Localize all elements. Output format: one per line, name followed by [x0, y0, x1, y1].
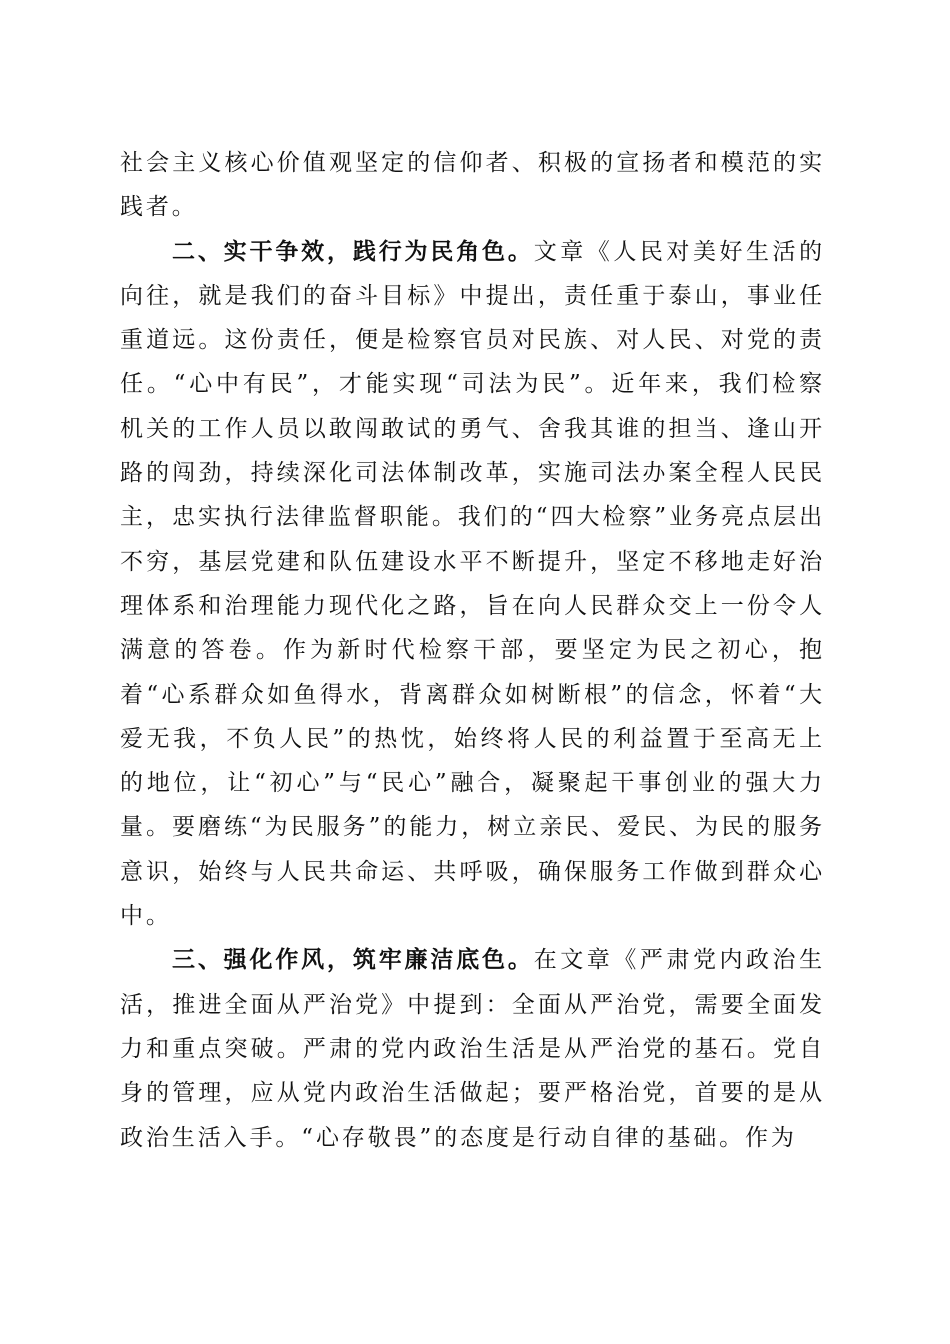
section-heading: 三、强化作风，筑牢廉洁底色。: [172, 947, 534, 974]
paragraph-text: 在文章《严肃党内政治生活，推进全面从严治党》中提到：全面从严治党，需要全面发力和重点突破。严肃的党内政治生活是从严治党的基石。党自身的管理，应从党内政治生活做起；要严格治党，首要的是从政治生活入手。“心存敬畏”的态度是行动自律的基础。作为: [120, 947, 825, 1151]
paragraph-section-two: [120, 230, 825, 939]
paragraph-text: 社会主义核心价值观坚定的信仰者、积极的宣扬者和模范的实践者。: [120, 150, 825, 221]
section-heading: 二、实干争效，践行为民角色。: [172, 238, 534, 265]
document-body: [120, 141, 825, 1160]
paragraph-section-three: [120, 938, 825, 1159]
paragraph-text: 文章《人民对美好生活的向往，就是我们的奋斗目标》中提出，责任重于泰山，事业任重道远。这份责任，便是检察官员对民族、对人民、对党的责任。“心中有民”，才能实现“司法为民”。近年来，我们检察机关的工作人员以敢闯敢试的勇气、舍我其谁的担当、逢山开路的闯劲，持续深化司法体制改革，实施司法办案全程人民民主，忠实执行法律监督职能。我们的“四大检察”业务亮点层出不穷，基层党建和队伍建设水平不断提升，坚定不移地走好治理体系和治理能力现代化之路，旨在向人民群众交上一份令人满意的答卷。作为新时代检察干部，要坚定为民之初心，抱着“心系群众如鱼得水，背离群众如树断根”的信念，怀着“大爱无我，不负人民”的热忱，始终将人民的利益置于至高无上的地位，让“初心”与“民心”融合，凝聚起干事创业的强大力量。要磨练“为民服务”的能力，树立亲民、爱民、为民的服务意识，始终与人民共命运、共呼吸，确保服务工作做到群众心中。: [120, 238, 825, 930]
paragraph-continuation: [120, 141, 825, 230]
